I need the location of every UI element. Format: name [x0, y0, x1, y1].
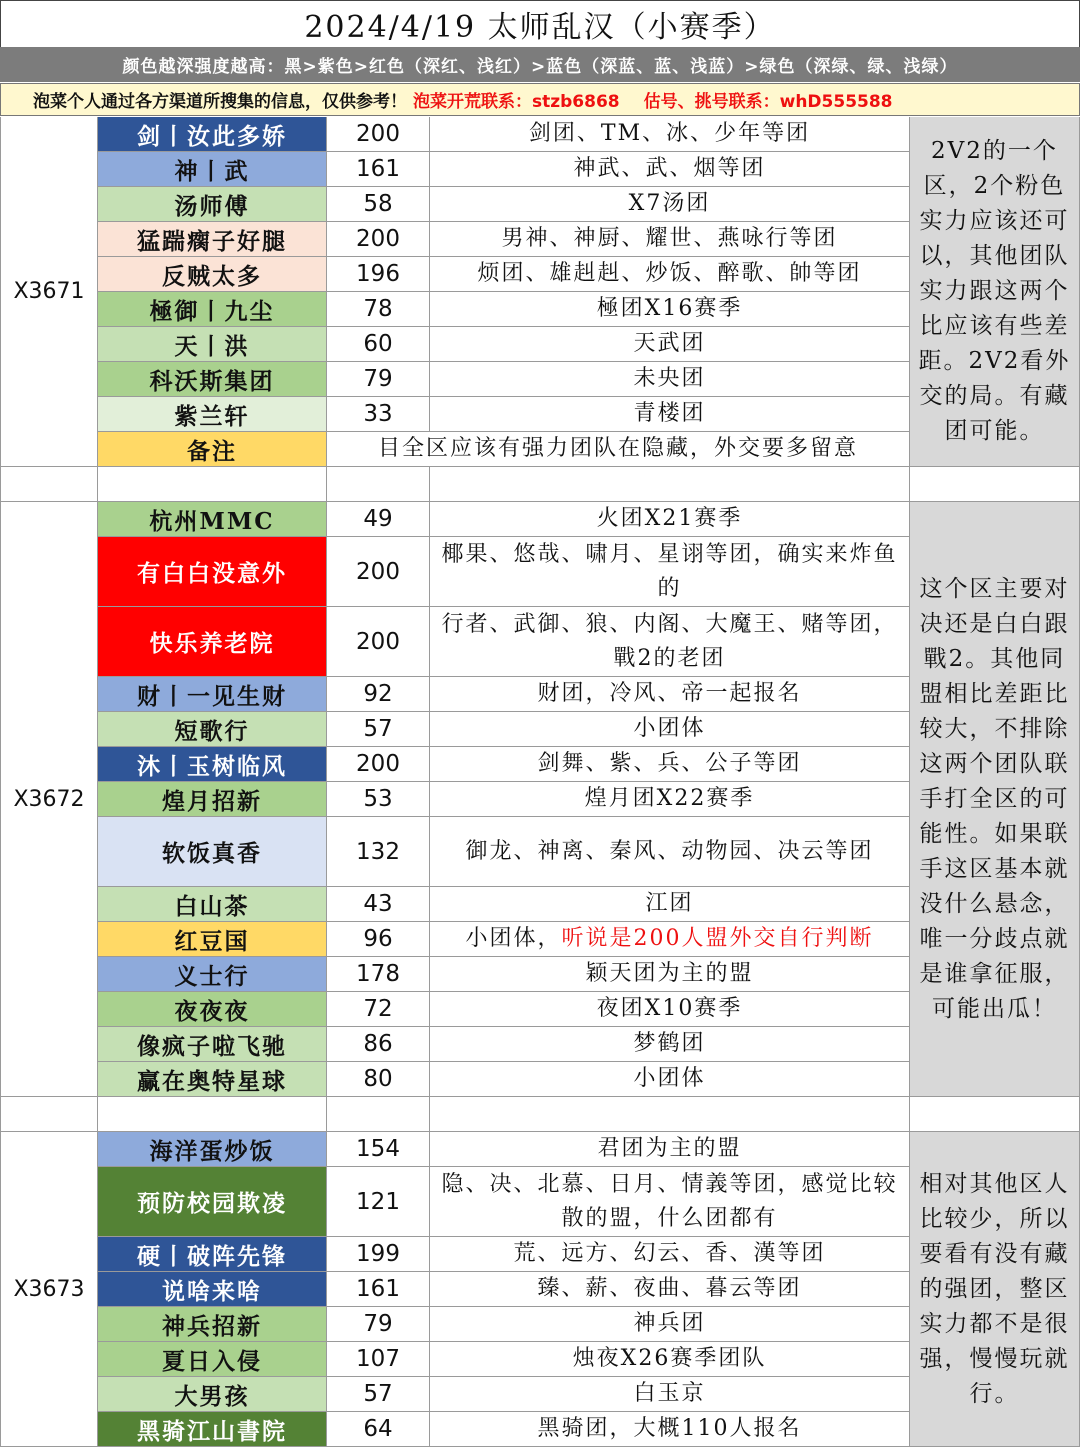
- info-bar: [0, 83, 1080, 116]
- alliance-name: 猛踹瘸子好腿: [98, 222, 327, 257]
- region-label: X3673: [0, 1132, 98, 1447]
- alliance-description: 椰果、悠哉、啸月、星诩等团，确实来炸鱼的: [430, 537, 910, 607]
- alliance-name: 白山茶: [98, 887, 327, 922]
- alliance-name: 極御丨九尘: [98, 292, 327, 327]
- alliance-description: 烦团、雄赳赳、炒饭、醉歌、帥等团: [430, 257, 910, 292]
- alliance-name: 天丨洪: [98, 327, 327, 362]
- member-count: 121: [327, 1167, 430, 1237]
- member-count: 80: [327, 1062, 430, 1097]
- alliance-name: 夜夜夜: [98, 992, 327, 1027]
- alliance-name: 短歌行: [98, 712, 327, 747]
- member-count: 161: [327, 1272, 430, 1307]
- alliance-name: 海洋蛋炒饭: [98, 1132, 327, 1167]
- alliance-name: 赢在奥特星球: [98, 1062, 327, 1097]
- member-count: 60: [327, 327, 430, 362]
- spacer-row: [910, 1097, 1080, 1132]
- alliance-description: 白玉京: [430, 1377, 910, 1412]
- spacer-row: [98, 1097, 327, 1132]
- spacer-row: [98, 467, 327, 502]
- alliance-description: 御龙、神离、秦风、动物园、决云等团: [430, 817, 910, 887]
- alliance-description: 天武团: [430, 327, 910, 362]
- color-legend: 颜色越深强度越高：黑>紫色>红色（深红、浅红）>蓝色（深蓝、蓝、浅蓝）>绿色（深绿、绿、浅绿）: [0, 47, 1080, 82]
- alliance-description: 剑团、TM、冰、少年等团: [430, 117, 910, 152]
- member-count: 86: [327, 1027, 430, 1062]
- spacer-row: [430, 1097, 910, 1132]
- alliance-description: 夜团X10赛季: [430, 992, 910, 1027]
- member-count: 57: [327, 712, 430, 747]
- member-count: 57: [327, 1377, 430, 1412]
- contact-kaihuang: 泡菜开荒联系：stzb6868: [413, 92, 620, 112]
- page-title: 2024/4/19 太师乱汉（小赛季）: [0, 0, 1080, 48]
- spacer-row: [327, 467, 430, 502]
- member-count: 49: [327, 502, 430, 537]
- description-warning: 听说是200人盟外交自行判断: [561, 926, 874, 951]
- alliance-name: 神兵招新: [98, 1307, 327, 1342]
- member-count: 33: [327, 397, 430, 432]
- member-count: 154: [327, 1132, 430, 1167]
- alliance-description: 小团体: [430, 1062, 910, 1097]
- alliance-description: 男神、神厨、耀世、燕咏行等团: [430, 222, 910, 257]
- alliance-description: 小团体: [430, 712, 910, 747]
- alliance-name: 义士行: [98, 957, 327, 992]
- member-count: 43: [327, 887, 430, 922]
- alliance-description: 未央团: [430, 362, 910, 397]
- alliance-name: 科沃斯集团: [98, 362, 327, 397]
- alliance-description: 隐、决、北慕、日月、情義等团，感觉比较散的盟，什么团都有: [430, 1167, 910, 1237]
- member-count: 200: [327, 607, 430, 677]
- alliance-name: 紫兰轩: [98, 397, 327, 432]
- alliance-name: 黑骑江山書院: [98, 1412, 327, 1447]
- alliance-name: 反贼太多: [98, 257, 327, 292]
- member-count: 200: [327, 117, 430, 152]
- alliance-description: 颖天团为主的盟: [430, 957, 910, 992]
- alliance-name: 汤师傅: [98, 187, 327, 222]
- alliance-name: 软饭真香: [98, 817, 327, 887]
- region-comment: 这个区主要对决还是白白跟戰2。其他同盟相比差距比较大，不排除这两个团队联手打全区的可能性。如果联手这区基本就没什么悬念，唯一分歧点就是谁拿征服，可能出瓜！: [910, 502, 1080, 1097]
- spacer-row: [327, 1097, 430, 1132]
- alliance-description: 梦鹤团: [430, 1027, 910, 1062]
- alliance-description: 神武、武、烟等团: [430, 152, 910, 187]
- alliance-name: 备注: [98, 432, 327, 467]
- alliance-name: 快乐养老院: [98, 607, 327, 677]
- alliance-name: 神丨武: [98, 152, 327, 187]
- member-count: 64: [327, 1412, 430, 1447]
- member-count: 79: [327, 362, 430, 397]
- member-count: 200: [327, 747, 430, 782]
- alliance-name: 煌月招新: [98, 782, 327, 817]
- alliance-description: 神兵团: [430, 1307, 910, 1342]
- alliance-name: 杭州MMC: [98, 502, 327, 537]
- member-count: 178: [327, 957, 430, 992]
- member-count: 58: [327, 187, 430, 222]
- alliance-name: 沐丨玉树临风: [98, 747, 327, 782]
- alliance-name: 硬丨破阵先锋: [98, 1237, 327, 1272]
- alliance-name: 像疯子啦飞驰: [98, 1027, 327, 1062]
- member-count: 96: [327, 922, 430, 957]
- region-label: X3672: [0, 502, 98, 1097]
- member-count: 200: [327, 222, 430, 257]
- alliance-description: 剑舞、紫、兵、公子等团: [430, 747, 910, 782]
- alliance-name: 大男孩: [98, 1377, 327, 1412]
- alliance-description: X7汤团: [430, 187, 910, 222]
- region-label: X3671: [0, 117, 98, 467]
- alliance-description: 火团X21赛季: [430, 502, 910, 537]
- alliance-name: 剑丨汝此多娇: [98, 117, 327, 152]
- member-count: 53: [327, 782, 430, 817]
- spacer-row: [0, 1097, 98, 1132]
- member-count: 132: [327, 817, 430, 887]
- alliance-name: 预防校园欺凌: [98, 1167, 327, 1237]
- alliance-description: 行者、武御、狼、内阁、大魔王、赌等团， 戰2的老团: [430, 607, 910, 677]
- alliance-table: [0, 117, 1080, 1450]
- alliance-name: 说啥来啥: [98, 1272, 327, 1307]
- alliance-name: 财丨一见生财: [98, 677, 327, 712]
- alliance-description: 荒、远方、幻云、香、漢等团: [430, 1237, 910, 1272]
- spacer-row: [430, 467, 910, 502]
- member-count: 78: [327, 292, 430, 327]
- alliance-description: 黑骑团，大概110人报名: [430, 1412, 910, 1447]
- description-text: 小团体，: [465, 926, 562, 951]
- alliance-description: [430, 922, 910, 957]
- member-count: 196: [327, 257, 430, 292]
- region-comment: 2V2的一个区，2个粉色实力应该还可以，其他团队实力跟这两个比应该有些差距。2V2看外交的局。有藏团可能。: [910, 117, 1080, 467]
- remark-text: 目全区应该有强力团队在隐藏，外交要多留意: [327, 432, 910, 467]
- alliance-name: 有白白没意外: [98, 537, 327, 607]
- alliance-description: 财团，冷风、帝一起报名: [430, 677, 910, 712]
- member-count: 161: [327, 152, 430, 187]
- member-count: 72: [327, 992, 430, 1027]
- member-count: 92: [327, 677, 430, 712]
- alliance-description: 煌月团X22赛季: [430, 782, 910, 817]
- disclaimer-text: 泡菜个人通过各方渠道所搜集的信息，仅供参考！: [33, 92, 407, 112]
- alliance-description: 臻、薪、夜曲、暮云等团: [430, 1272, 910, 1307]
- region-comment: 相对其他区人比较少，所以要看有没有藏的强团，整区实力都不是很强，慢慢玩就行。: [910, 1132, 1080, 1447]
- member-count: 200: [327, 537, 430, 607]
- alliance-description: 極团X16赛季: [430, 292, 910, 327]
- alliance-description: 烛夜X26赛季团队: [430, 1342, 910, 1377]
- alliance-name: 红豆国: [98, 922, 327, 957]
- member-count: 199: [327, 1237, 430, 1272]
- alliance-name: 夏日入侵: [98, 1342, 327, 1377]
- spacer-row: [910, 467, 1080, 502]
- alliance-description: 江团: [430, 887, 910, 922]
- member-count: 107: [327, 1342, 430, 1377]
- contact-guhao: 估号、挑号联系：whD555588: [643, 92, 893, 112]
- spacer-row: [0, 467, 98, 502]
- member-count: 79: [327, 1307, 430, 1342]
- alliance-description: 君团为主的盟: [430, 1132, 910, 1167]
- alliance-description: 青楼团: [430, 397, 910, 432]
